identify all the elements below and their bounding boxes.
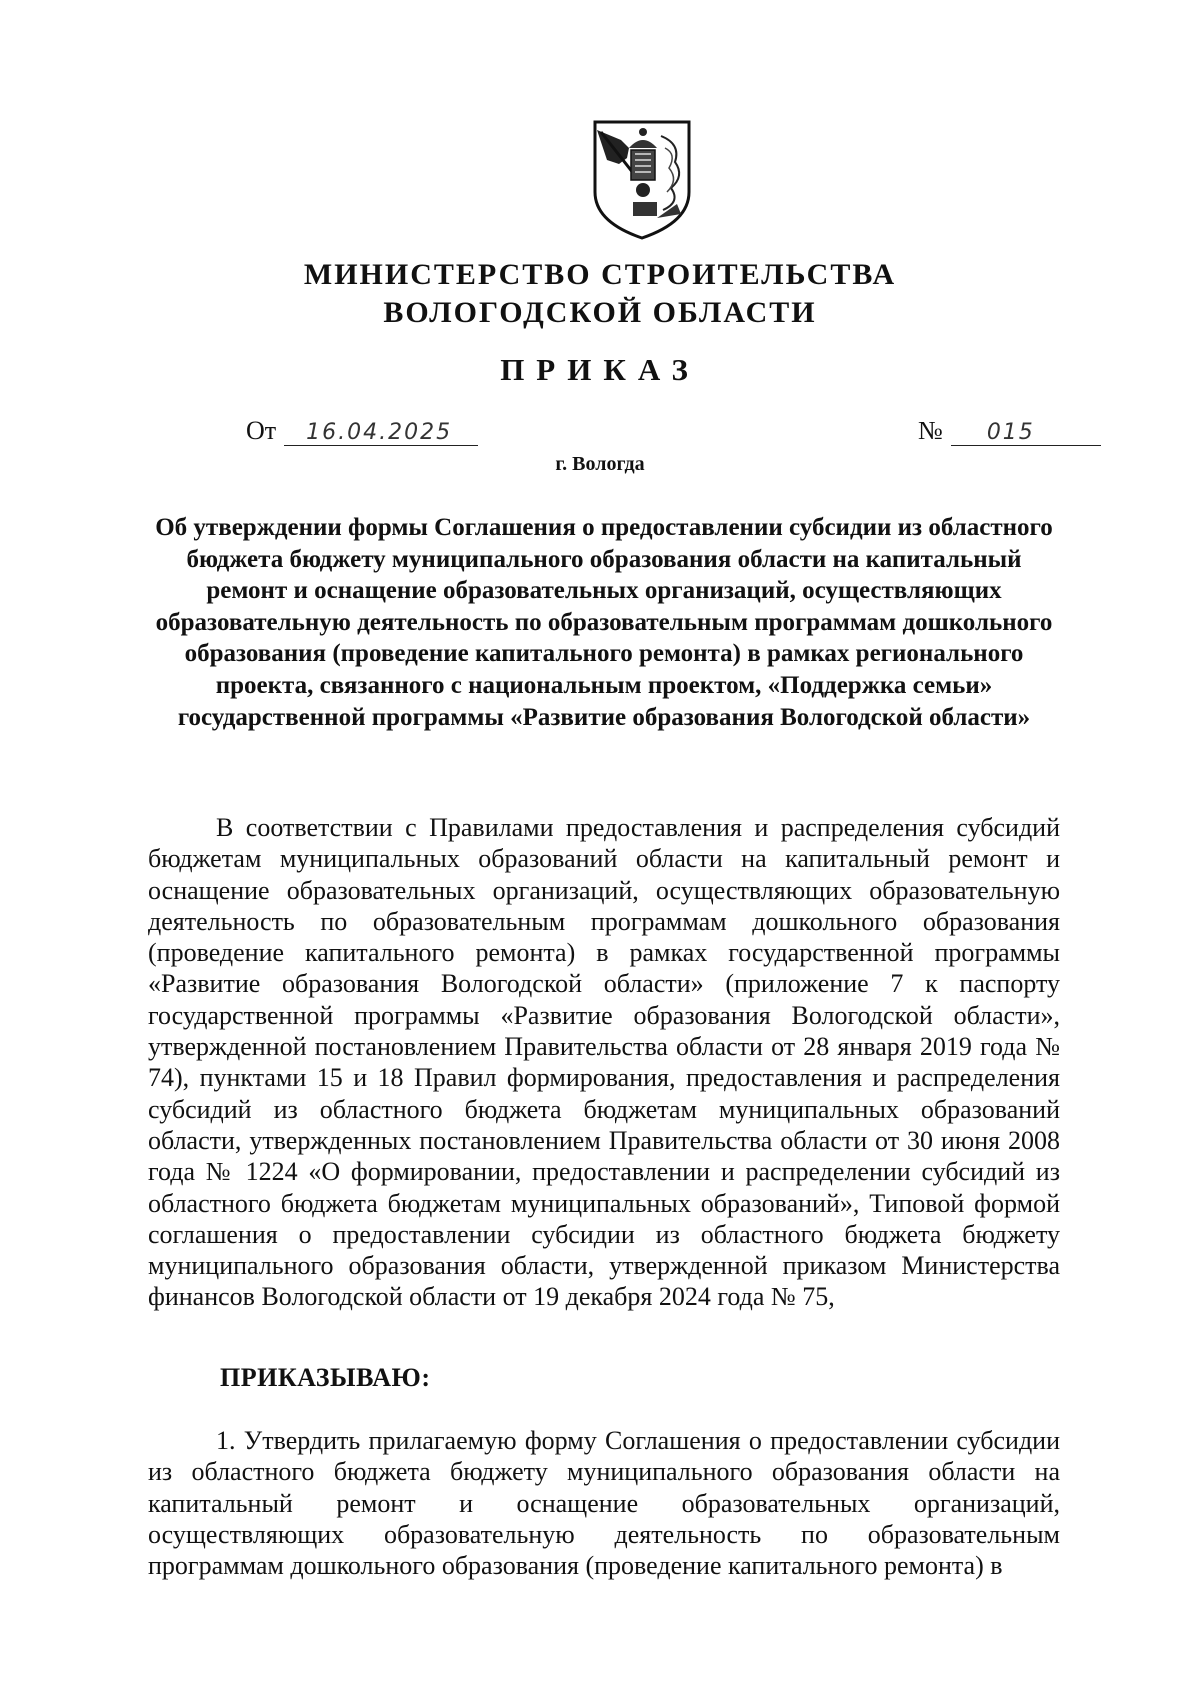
order-items	[148, 1425, 1060, 1581]
preamble	[148, 812, 1060, 1313]
number-value: 015	[951, 420, 1101, 446]
order-number	[918, 416, 1101, 446]
order-subject: Об утверждении формы Соглашения о предоставлении субсидии из областного бюджета бюджету муниципального образования области на капитальный ремонт и оснащение образовательных организаций, осуществляющих образовательную деятельность по образовательным программам дошкольного образования (проведение капитального ремонта) в рамках регионального проекта, связанного с национальным проектом, «Поддержка семьи» государственной программы «Развитие образования Вологодской области»	[155, 514, 1053, 731]
ministry-name-line-2: ВОЛОГОДСКОЙ ОБЛАСТИ	[383, 296, 817, 329]
date-value: 16.04.2025	[284, 420, 478, 446]
decree-word: ПРИКАЗЫВАЮ:	[220, 1363, 431, 1392]
ministry-name	[150, 256, 1050, 332]
order-date	[246, 416, 478, 446]
ministry-name-line-1: МИНИСТЕРСТВО СТРОИТЕЛЬСТВА	[303, 258, 897, 291]
document-type-title: ПРИКАЗ	[500, 352, 700, 387]
order-item-1: 1. Утвердить прилагаемую форму Соглашения о предоставлении субсидии из областного бюджета бюджету муниципального образования области на капитальный ремонт и оснащение образовательных организаций, осуществляющих образовательную деятельность по образовательным программам дошкольного образования (проведение капитального ремонта) в	[148, 1426, 1060, 1581]
preamble-paragraph: В соответствии с Правилами предоставления и распределения субсидий бюджетам муниципальных образований области на капитальный ремонт и оснащение образовательных организаций, осуществляющих образовательную деятельность по образовательным программам дошкольного образования (проведение капитального ремонта) в рамках государственной программы «Развитие образования Вологодской области» (приложение 7 к паспорту государственной программы «Развитие образования Вологодской области», утвержденной постановлением Правительства области от 28 января 2019 года № 74), пунктами 15 и 18 Правил формирования, предоставления и распределения субсидий из областного бюджета бюджетам муниципальных образований области, утвержденных постановлением Правительства области от 30 июня 2008 года № 1224 «О формировании, предоставлении и распределении субсидий из областного бюджета бюджетам муниципальных образований», Типовой формой соглашения о предоставлении субсидии из областного бюджета бюджету муниципального образования области, утвержденной приказом Министерства финансов Вологодской области от 19 декабря 2024 года № 75,	[148, 813, 1060, 1312]
city-name: г. Вологда	[555, 453, 645, 475]
date-label: От	[246, 416, 277, 445]
vologda-oblast-coat-of-arms-icon	[591, 118, 693, 242]
number-label: №	[918, 416, 943, 445]
